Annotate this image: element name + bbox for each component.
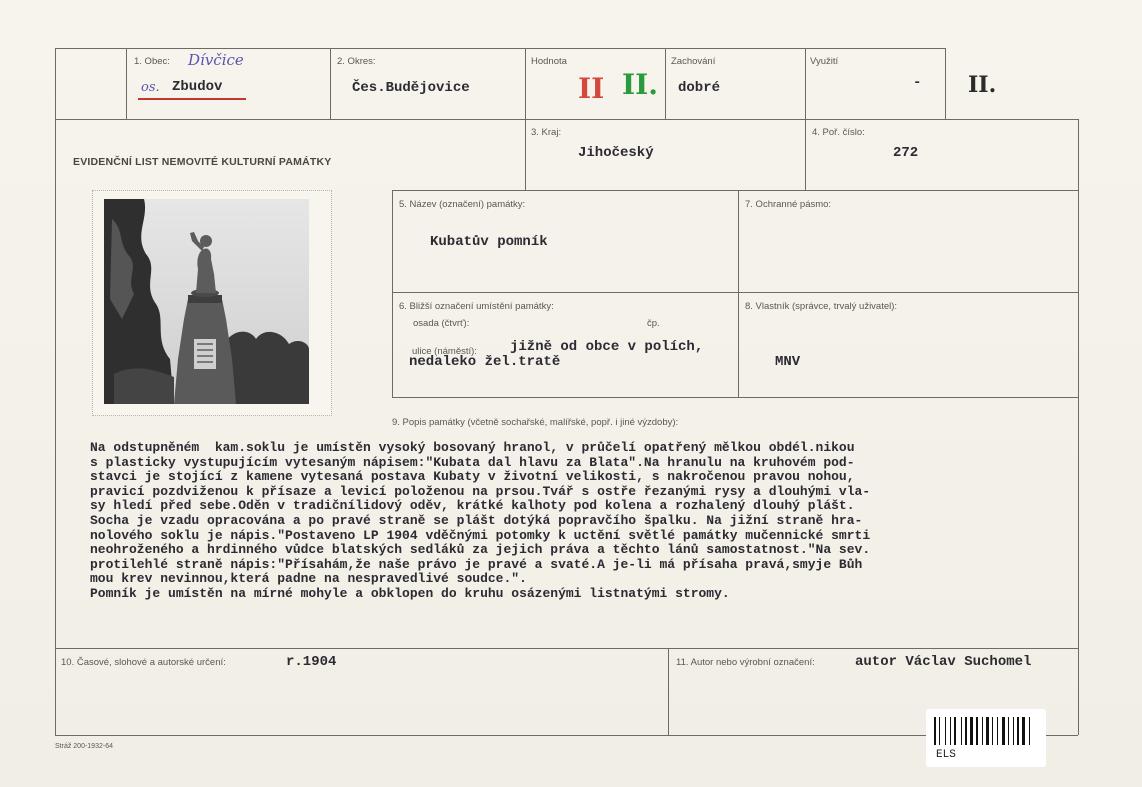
zachovani-value: dobré: [678, 80, 721, 96]
vlastnik-label: 8. Vlastník (správce, trvalý uživatel):: [745, 301, 898, 312]
rule: [805, 48, 806, 190]
rule: [55, 648, 1078, 649]
popis-line: neohroženého a hrdinného vůdce blatských sedláků za jejich práva a těchto lánů samostatnost."Na sev.: [90, 542, 871, 558]
vlastnik-value: MNV: [775, 354, 801, 370]
autor-label: 11. Autor nebo výrobní označení:: [676, 657, 815, 668]
rule: [126, 48, 127, 119]
casove-value: r.1904: [286, 654, 337, 670]
monument-photo: [104, 199, 309, 404]
barcode-bar: [950, 717, 951, 745]
popis-line: sy hledí před sebe.Oděn v tradičnílidový oděv, krátké kalhoty pod kolena a rozhalený dlouhý plášt.: [90, 498, 855, 514]
okres-label: 2. Okres:: [337, 56, 376, 67]
popis-label: 9. Popis památky (včetně sochařské, malířské, popř. i jiné výzdoby):: [392, 417, 679, 428]
obec-red-underline: [138, 98, 246, 100]
hodnota-label: Hodnota: [531, 56, 567, 67]
obec-label: 1. Obec:: [134, 56, 170, 67]
okres-value: Čes.Budějovice: [352, 80, 470, 96]
ochranne-pasmo-label: 7. Ochranné pásmo:: [745, 199, 832, 210]
rule: [55, 48, 56, 735]
vyuziti-value: -: [913, 75, 922, 91]
barcode-bar: [954, 717, 956, 745]
zachovani-label: Zachování: [671, 56, 716, 67]
obec-handwritten-prefix: os.: [141, 80, 160, 95]
rule: [392, 190, 1078, 191]
right-mark: II.: [968, 72, 997, 98]
barcode-bar: [992, 717, 993, 745]
rule: [55, 735, 1078, 736]
vyuziti-label: Využití: [810, 56, 839, 67]
nazev-label: 5. Název (označení) památky:: [399, 199, 526, 210]
barcode-bar: [1008, 717, 1009, 745]
rule: [330, 48, 331, 119]
autor-value: autor Václav Suchomel: [855, 654, 1032, 670]
barcode-bar: [965, 717, 967, 745]
umisteni-line2: nedaleko žel.tratě: [409, 354, 561, 370]
barcode-bar: [970, 717, 973, 745]
hodnota-mark-green: II.: [622, 68, 658, 101]
por-cislo-value: 272: [893, 145, 919, 161]
obec-handwritten: Dívčice: [188, 51, 244, 69]
barcode-text: ELS: [936, 749, 956, 761]
rule: [392, 190, 393, 397]
rule: [55, 119, 1078, 120]
barcode-bar: [939, 717, 940, 745]
obec-value: Zbudov: [172, 79, 223, 95]
rule: [55, 48, 945, 49]
barcode-bar: [1013, 717, 1014, 745]
barcode-label: [926, 709, 1046, 767]
form-title: EVIDENČNÍ LIST NEMOVITÉ KULTURNÍ PAMÁTKY: [73, 156, 332, 168]
ulice-label: ulice (náměstí):: [412, 346, 477, 357]
popis-line: stavci je stojící z kamene vytesaná postava Kubaty v životní velikosti, s nakročenou pravou nohou,: [90, 469, 855, 485]
popis-line: mou krev nevinnou,která padne na nespravedlivé soudce.".: [90, 571, 527, 587]
popis-line: protilehlé straně nápis:"Přísahám,že naše právo je pravé a svaté.A je-li má přísaha pravá,smyje Bůh: [90, 556, 863, 572]
rule: [392, 397, 1078, 398]
popis-text: [90, 441, 1080, 602]
barcode-bar: [1017, 717, 1019, 745]
monument-photo-icon: [104, 199, 309, 404]
popis-line: pravicí pozdviženou k přísaze a levicí položenou na prsou.Tvář s ostře řezanými rysy a dlouhými vla-: [90, 483, 871, 499]
popis-line: Socha je vzadu opracována a po pravé straně se plášt dotýká popravčího špalku. Na jižní straně hra-: [90, 512, 863, 528]
popis-line: s plasticky vystupujícím vytesaným nápisem:"Kubata dal hlavu za Blata".Na hranulu na kruhovém pod-: [90, 454, 855, 470]
barcode-bar: [976, 717, 978, 745]
hodnota-mark-red: II: [578, 72, 605, 105]
barcode-bar: [1022, 717, 1025, 745]
barcode-bar: [1029, 717, 1030, 745]
popis-line: Pomník je umístěn na mírné mohyle a obklopen do kruhu osázenými listnatými stromy.: [90, 585, 730, 601]
rule: [668, 648, 669, 735]
rule: [738, 190, 739, 397]
popis-line: nolového soklu je nápis."Postaveno LP 1904 vděčnými potomky k uctění světlé památky mučennické smrti: [90, 527, 871, 543]
popis-line: Na odstupněném kam.soklu je umístěn vysoký bosovaný hranol, v průčelí opatřený mělkou obdél.nikou: [90, 440, 855, 455]
rule: [945, 48, 946, 119]
barcode-bar: [986, 717, 989, 745]
cp-label: čp.: [647, 318, 660, 329]
nazev-value: Kubatův pomník: [430, 234, 548, 250]
barcode-bar: [982, 717, 983, 745]
kraj-label: 3. Kraj:: [531, 127, 562, 138]
barcode-bar: [934, 717, 936, 745]
kraj-value: Jihočeský: [578, 145, 654, 161]
rule: [665, 48, 666, 119]
rule: [525, 48, 526, 190]
por-cislo-label: 4. Poř. číslo:: [812, 127, 865, 138]
rule: [1078, 119, 1079, 735]
barcode-bar: [945, 717, 946, 745]
rule: [392, 292, 1078, 293]
casove-label: 10. Časové, slohové a autorské určení:: [61, 657, 226, 668]
umisteni-label: 6. Bližší označení umístění památky:: [399, 301, 554, 312]
footer-print-code: Stráž 200-1932-64: [55, 743, 113, 750]
umisteni-line1: jižně od obce v polích,: [510, 339, 704, 355]
barcode-bar: [1002, 717, 1005, 745]
barcode-bar: [961, 717, 962, 745]
osada-label: osada (čtvrť):: [413, 318, 470, 329]
barcode-bar: [997, 717, 998, 745]
